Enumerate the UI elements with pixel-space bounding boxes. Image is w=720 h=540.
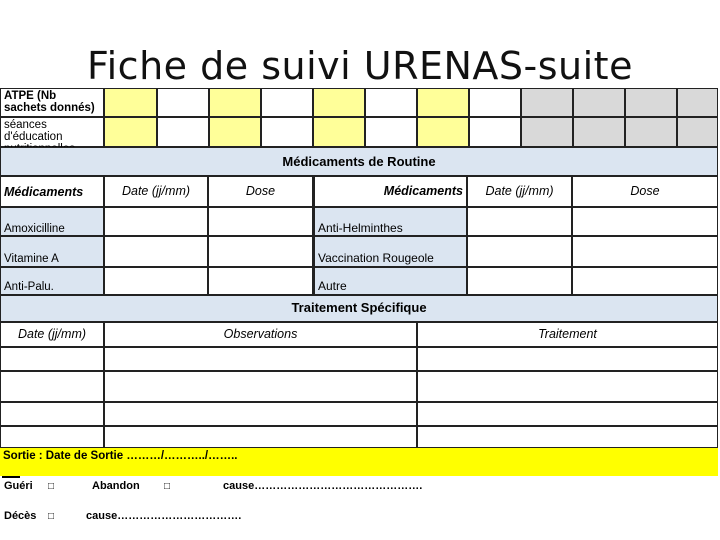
seances-cell[interactable] (209, 117, 261, 147)
date-amoxicilline[interactable] (104, 207, 208, 236)
date-vaccination-rougeole[interactable] (467, 236, 572, 267)
specific-date-cell[interactable] (0, 402, 104, 426)
col-dose-left: Dose (208, 176, 313, 207)
dose-autre[interactable] (572, 267, 718, 295)
seances-cell[interactable] (157, 117, 209, 147)
specific-trait-cell[interactable] (417, 347, 718, 371)
date-anti-helminthes[interactable] (467, 207, 572, 236)
seances-cell[interactable] (104, 117, 157, 147)
specific-obs-cell[interactable] (104, 402, 417, 426)
date-anti-palu[interactable] (104, 267, 208, 295)
atpe-cell[interactable] (104, 88, 157, 117)
seances-label: séances d'éducation (0, 117, 104, 147)
seances-cell[interactable] (313, 117, 365, 147)
date-autre[interactable] (467, 267, 572, 295)
med-autre: Autre (313, 267, 467, 295)
atpe-cell (677, 88, 718, 117)
atpe-cell[interactable] (313, 88, 365, 117)
specific-date-cell[interactable] (0, 426, 104, 448)
seances-cell (573, 117, 625, 147)
dose-anti-palu[interactable] (208, 267, 313, 295)
atpe-cell[interactable] (417, 88, 469, 117)
atpe-label: ATPE (Nb sachets donnés) (0, 88, 104, 117)
routine-header-label: Médicaments de Routine (282, 154, 436, 169)
med-amoxicilline: Amoxicilline (0, 207, 104, 236)
med-anti-helminthes: Anti-Helminthes (313, 207, 467, 236)
specific-trait-cell[interactable] (417, 371, 718, 402)
seances-cell (677, 117, 718, 147)
date-vitamine-a[interactable] (104, 236, 208, 267)
col-observations: Observations (104, 322, 417, 347)
atpe-cell (521, 88, 573, 117)
specific-obs-cell[interactable] (104, 371, 417, 402)
col-traitement: Traitement (417, 322, 718, 347)
dose-vitamine-a[interactable] (208, 236, 313, 267)
underline-mark (2, 476, 20, 478)
sortie-label: Sortie : Date de Sortie ………/………../…….. (3, 450, 238, 462)
abandon-checkbox[interactable]: □ (164, 481, 171, 492)
specific-header (0, 295, 718, 322)
sortie-bar (0, 448, 718, 476)
med-vitamine-a: Vitamine A (0, 236, 104, 267)
seances-cell[interactable] (469, 117, 521, 147)
deces-option[interactable]: Décès (4, 510, 37, 522)
dose-vaccination-rougeole[interactable] (572, 236, 718, 267)
med-anti-palu: Anti-Palu. (0, 267, 104, 295)
seances-cell[interactable] (417, 117, 469, 147)
specific-obs-cell[interactable] (104, 347, 417, 371)
seances-cell (521, 117, 573, 147)
col-date-specific: Date (jj/mm) (0, 322, 104, 347)
seances-cell[interactable] (261, 117, 313, 147)
gueri-checkbox[interactable]: □ (48, 481, 55, 492)
atpe-cell[interactable] (469, 88, 521, 117)
atpe-cell[interactable] (209, 88, 261, 117)
col-medicaments-right: Médicaments (313, 176, 467, 207)
atpe-cell[interactable] (157, 88, 209, 117)
atpe-cell (573, 88, 625, 117)
specific-trait-cell[interactable] (417, 426, 718, 448)
specific-obs-cell[interactable] (104, 426, 417, 448)
specific-header-label: Traitement Spécifique (291, 300, 427, 315)
deces-checkbox[interactable]: □ (48, 511, 55, 522)
specific-trait-cell[interactable] (417, 402, 718, 426)
seances-cell (625, 117, 677, 147)
dose-anti-helminthes[interactable] (572, 207, 718, 236)
routine-header (0, 147, 718, 176)
cause-deces[interactable]: cause……………………………. (86, 510, 242, 522)
atpe-cell[interactable] (365, 88, 417, 117)
med-vaccination-rougeole: Vaccination Rougeole (313, 236, 467, 267)
atpe-cell[interactable] (261, 88, 313, 117)
gueri-option[interactable]: Guéri (4, 480, 33, 492)
abandon-option[interactable]: Abandon (92, 480, 140, 492)
col-medicaments-left: Médicaments (0, 176, 104, 207)
page-title: Fiche de suivi URENAS-suite (87, 44, 633, 88)
atpe-cell (625, 88, 677, 117)
col-date-right: Date (jj/mm) (467, 176, 572, 207)
col-dose-right: Dose (572, 176, 718, 207)
cause-abandon[interactable]: cause………………………………………. (223, 480, 423, 492)
specific-date-cell[interactable] (0, 371, 104, 402)
specific-date-cell[interactable] (0, 347, 104, 371)
seances-cell[interactable] (365, 117, 417, 147)
col-date-left: Date (jj/mm) (104, 176, 208, 207)
dose-amoxicilline[interactable] (208, 207, 313, 236)
